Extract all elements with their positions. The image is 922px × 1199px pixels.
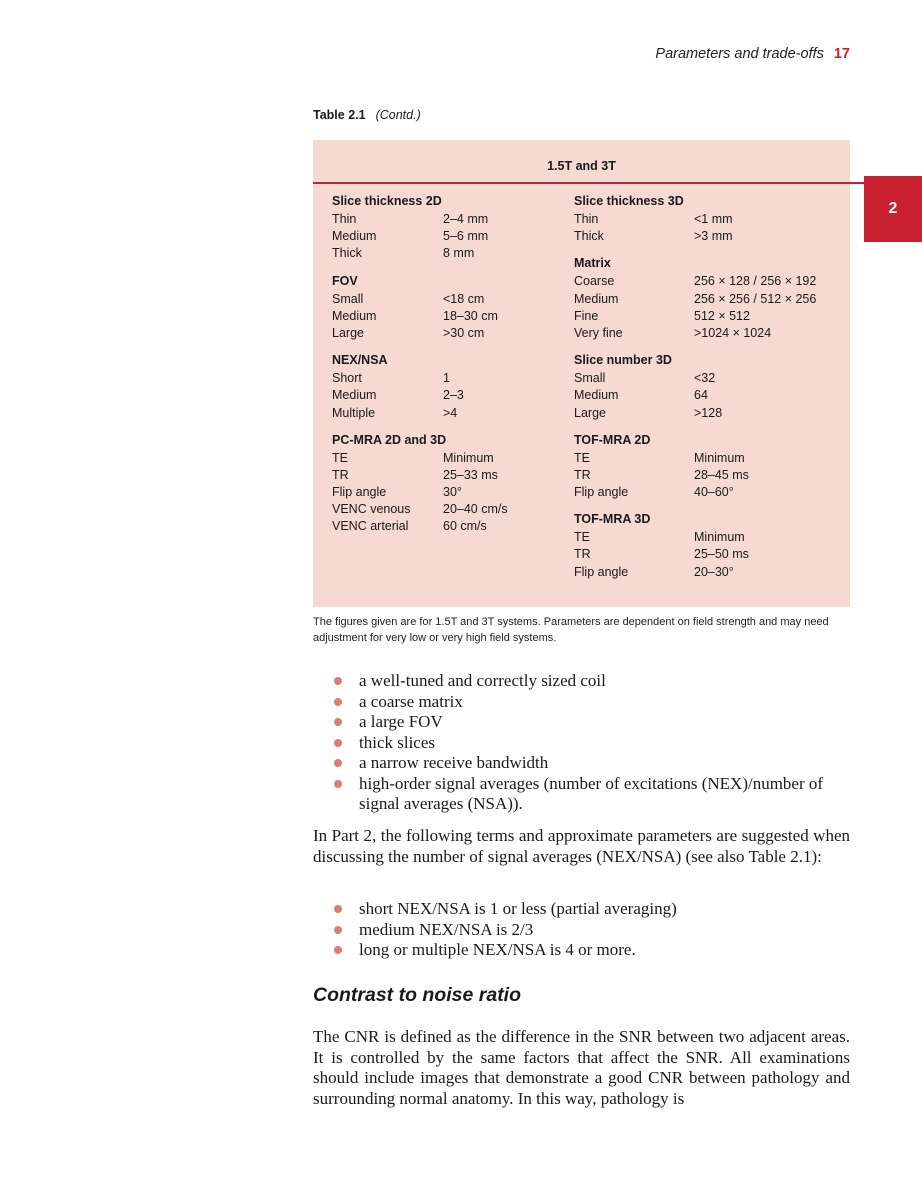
table-row	[574, 370, 854, 387]
table-group-title: Slice number 3D	[574, 353, 672, 368]
bullet-item	[313, 712, 850, 733]
table-cell-param: TR	[574, 467, 591, 482]
bullet-dot-icon	[334, 718, 342, 726]
bullet-text: a narrow receive bandwidth	[359, 753, 549, 772]
bullet-list-nex-nsa	[313, 899, 850, 961]
table-row	[332, 405, 603, 422]
bullet-dot-icon	[334, 759, 342, 767]
bullet-item	[313, 920, 850, 941]
bullet-item	[313, 753, 850, 774]
table-row	[574, 387, 854, 404]
bullet-text: a large FOV	[359, 712, 443, 731]
table-group	[574, 192, 854, 245]
bullet-list-snr-factors	[313, 671, 850, 815]
table-cell-value: 20–30°	[694, 564, 734, 579]
table-group	[332, 192, 603, 263]
table-cell-value: >4	[443, 405, 458, 420]
table-cell-param: TE	[574, 530, 590, 545]
table-row	[332, 325, 603, 342]
table-group	[574, 510, 854, 581]
table-row	[332, 370, 603, 387]
table-group	[574, 431, 854, 502]
table-cell-value: Minimum	[443, 450, 494, 465]
table-group	[332, 351, 603, 422]
table-row	[574, 564, 854, 581]
table-cell-param: Flip angle	[574, 564, 629, 579]
table-cell-value: 8 mm	[443, 246, 475, 261]
bullet-text: short NEX/NSA is 1 or less (partial averaging)	[359, 899, 677, 918]
table-cell-param: Large	[574, 405, 606, 420]
table-cell-value: Minimum	[694, 450, 745, 465]
bullet-item	[313, 692, 850, 713]
table-cell-value: >128	[694, 405, 723, 420]
table-cell-param: Coarse	[574, 274, 615, 289]
table-cell-value: 40–60°	[694, 485, 734, 500]
table-cell-value: 5–6 mm	[443, 229, 489, 244]
paragraph-nex-terms: In Part 2, the following terms and approximate parameters are suggested when discussing the number of signal averages (NEX/NSA) (see also Table 2.1):	[313, 826, 850, 866]
table-row	[332, 518, 603, 535]
table-row	[574, 273, 854, 290]
table-cell-value: 60 cm/s	[443, 519, 487, 534]
table-group	[332, 272, 603, 343]
table-cell-param: Medium	[574, 291, 619, 306]
table-row	[332, 501, 603, 518]
table-cell-value: 1	[443, 371, 450, 386]
table-row	[574, 325, 854, 342]
bullet-dot-icon	[334, 739, 342, 747]
table-row	[332, 291, 603, 308]
table-group-title: PC-MRA 2D and 3D	[332, 432, 447, 447]
table-group-title: NEX/NSA	[332, 353, 388, 368]
bullet-item	[313, 899, 850, 920]
table-cell-value: Minimum	[694, 530, 745, 545]
table-cell-value: >1024 × 1024	[694, 325, 772, 340]
table-row	[332, 308, 603, 325]
bullet-item	[313, 940, 850, 961]
table-row	[332, 228, 603, 245]
table-row	[574, 529, 854, 546]
table-cell-param: Small	[332, 291, 364, 306]
table-cell-param: Thick	[332, 246, 362, 261]
table-cell-value: 25–50 ms	[694, 547, 749, 562]
bullet-item	[313, 774, 850, 815]
table-cell-value: 2–4 mm	[443, 212, 489, 226]
table-cell-value: 18–30 cm	[443, 308, 498, 323]
section-title: Contrast to noise ratio	[313, 984, 522, 1006]
table-row	[332, 387, 603, 404]
table-cell-param: Short	[332, 371, 362, 386]
table-cell-param: Medium	[332, 388, 377, 403]
table-cell-param: Very fine	[574, 325, 623, 340]
table-cell-value: <1 mm	[694, 212, 733, 226]
table-row	[574, 228, 854, 245]
table-header-rule	[313, 182, 864, 184]
bullet-item	[313, 733, 850, 754]
table-label: Table 2.1	[313, 108, 366, 122]
table-cell-param: Thin	[332, 212, 357, 226]
table-cell-param: Fine	[574, 308, 599, 323]
table-row	[574, 405, 854, 422]
bullet-dot-icon	[334, 946, 342, 954]
parameter-table	[313, 140, 850, 607]
running-head	[655, 46, 850, 62]
table-cell-param: Medium	[574, 388, 619, 403]
table-row	[332, 467, 603, 484]
running-head-title: Parameters and trade-offs	[655, 46, 824, 62]
table-caption	[313, 108, 421, 122]
table-cell-param: Thin	[574, 212, 599, 226]
paragraph-cnr: The CNR is defined as the difference in the SNR between two adjacent areas. It is controlled by the same factors that affect the SNR. All examinations should include images that demonstrate a good CNR between pathology and surrounding normal anatomy. In this way, pathology is	[313, 1027, 850, 1108]
table-cell-param: Medium	[332, 229, 377, 244]
table-cell-param: Thick	[574, 229, 604, 244]
table-group-title: Slice thickness 3D	[574, 194, 684, 208]
table-cell-param: Multiple	[332, 405, 376, 420]
table-cell-value: 512 × 512	[694, 308, 750, 323]
table-cell-value: <32	[694, 371, 716, 386]
table-group-title: TOF-MRA 2D	[574, 432, 651, 447]
table-row	[332, 450, 603, 467]
bullet-item	[313, 671, 850, 692]
bullet-dot-icon	[334, 905, 342, 913]
table-row	[332, 245, 603, 262]
table-group-title: Matrix	[574, 256, 611, 271]
bullet-text: a coarse matrix	[359, 691, 463, 711]
table-cell-param: TR	[332, 467, 349, 482]
bullet-text: medium NEX/NSA is 2/3	[359, 919, 534, 939]
table-row	[574, 484, 854, 501]
bullet-text: thick slices	[359, 732, 436, 752]
table-cell-value: 20–40 cm/s	[443, 502, 508, 517]
table-cell-value: 25–33 ms	[443, 467, 498, 482]
table-cell-value: 30°	[443, 485, 462, 500]
table-cell-param: Small	[574, 371, 606, 386]
chapter-tab: 2	[864, 176, 922, 242]
table-cell-param: VENC venous	[332, 502, 411, 517]
table-cell-param: VENC arterial	[332, 519, 409, 534]
table-row	[332, 211, 603, 228]
bullet-dot-icon	[334, 926, 342, 934]
table-cell-value: 256 × 256 / 512 × 256	[694, 291, 817, 306]
table-row	[574, 450, 854, 467]
table-row	[574, 211, 854, 228]
bullet-dot-icon	[334, 698, 342, 706]
table-cell-value: 28–45 ms	[694, 467, 749, 482]
bullet-dot-icon	[334, 677, 342, 685]
table-group-title: Slice thickness 2D	[332, 194, 442, 208]
table-group-title: FOV	[332, 273, 358, 288]
table-cell-param: Medium	[332, 308, 377, 323]
table-cell-value: <18 cm	[443, 291, 485, 306]
table-group	[574, 254, 854, 342]
bullet-text: high-order signal averages (number of excitations (NEX)/number of signal averages (NSA)).	[359, 773, 824, 813]
table-cell-param: Flip angle	[332, 485, 387, 500]
table-cell-value: 64	[694, 388, 708, 403]
table-row	[574, 546, 854, 563]
table-cell-param: Large	[332, 325, 364, 340]
table-cell-value: 256 × 128 / 256 × 192	[694, 274, 817, 289]
table-group-title: TOF-MRA 3D	[574, 512, 651, 527]
table-group	[574, 351, 854, 422]
bullet-dot-icon	[334, 780, 342, 788]
table-contd: (Contd.)	[375, 108, 421, 122]
table-header: 1.5T and 3T	[547, 159, 616, 173]
table-right-column	[574, 192, 854, 590]
table-cell-param: TE	[574, 450, 590, 465]
page-number: 17	[833, 46, 850, 62]
table-cell-param: TE	[332, 450, 348, 465]
table-group	[332, 431, 603, 536]
table-cell-value: 2–3	[443, 388, 464, 403]
table-cell-value: >3 mm	[694, 229, 733, 244]
table-left-column	[332, 192, 603, 545]
table-cell-value: >30 cm	[443, 325, 485, 340]
bullet-text: long or multiple NEX/NSA is 4 or more.	[359, 940, 636, 959]
table-cell-param: Flip angle	[574, 485, 629, 500]
table-footnote: The figures given are for 1.5T and 3T systems. Parameters are dependent on field strength and may need adjustment for very low or very high field systems.	[313, 616, 829, 644]
table-row	[332, 484, 603, 501]
table-row	[574, 291, 854, 308]
bullet-text: a well-tuned and correctly sized coil	[359, 671, 606, 690]
table-row	[574, 308, 854, 325]
table-row	[574, 467, 854, 484]
table-cell-param: TR	[574, 547, 591, 562]
